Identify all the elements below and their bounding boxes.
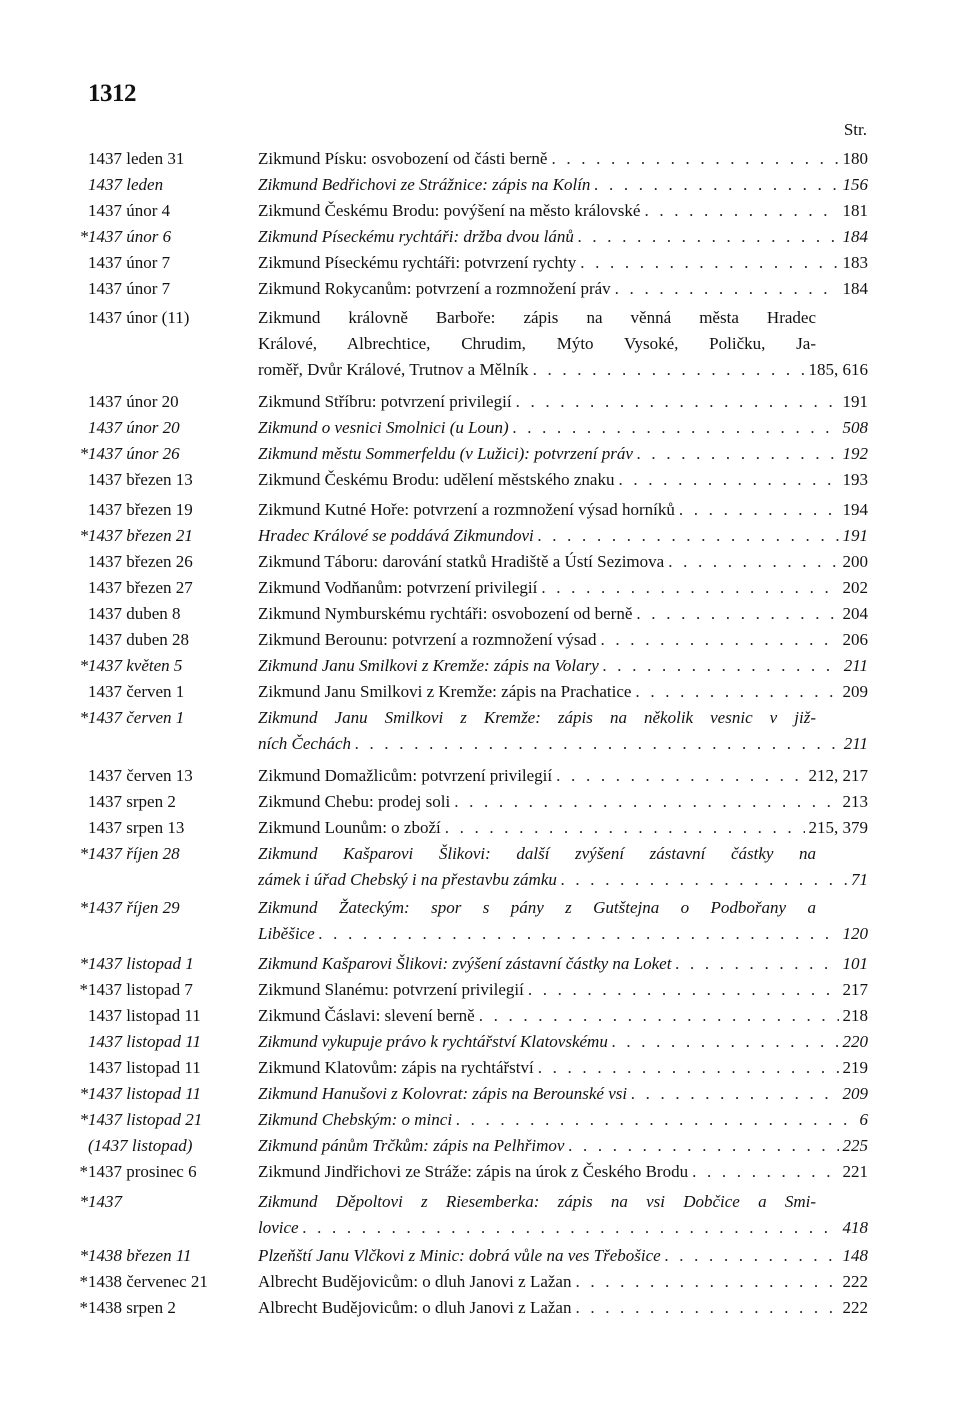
entry-text-line (258, 575, 868, 601)
entry-page-ref: 185, 616 (808, 360, 868, 379)
dot-leader (551, 146, 838, 172)
dot-leader (665, 1243, 839, 1269)
entry-date-text: 1437 únor 20 (88, 392, 179, 411)
entry-date-text: 1437 červen 1 (88, 682, 185, 701)
entry-text: lovice (258, 1218, 299, 1237)
entry-text-line (258, 224, 868, 250)
entry-page-ref: 211 (843, 734, 868, 753)
entry-text-line (258, 1055, 868, 1081)
entry-text-line (258, 679, 868, 705)
dot-leader (644, 198, 838, 224)
entry-page-ref: 184 (842, 279, 868, 298)
entry-text: Zikmund vykupuje právo k rychtářství Klatovskému (258, 1032, 608, 1051)
entry-page-ref: 508 (842, 418, 868, 437)
dot-leader (594, 172, 838, 198)
entry-text: Plzeňští Janu Vlčkovi z Minic: dobrá vůle na ves Třebošice (258, 1246, 661, 1265)
entry-date-text: 1437 leden 31 (88, 149, 185, 168)
entry-text-line (258, 895, 868, 921)
entry-text: Zikmund Českému Brodu: udělení městského znaku (258, 470, 615, 489)
entry-page-ref: 209 (842, 682, 868, 701)
entry-date-text: 1437 srpen 13 (88, 818, 185, 837)
entry-date-text: 1437 únor (11) (88, 308, 190, 327)
entry-date-text: 1437 březen 13 (88, 470, 193, 489)
entry-text: Zikmund Berounu: potvrzení a rozmnožení výsad (258, 630, 597, 649)
entry-date-text: (1437 listopad) (88, 1136, 193, 1155)
entry-text: Zikmund Domažlicům: potvrzení privilegií (258, 766, 553, 785)
entry-date-text: 1437 červen 13 (88, 766, 193, 785)
dot-leader (528, 977, 839, 1003)
entry-text: Zikmund Českému Brodu: povýšení na město královské (258, 201, 641, 220)
entry-text-line (258, 763, 868, 789)
entry-date (79, 951, 258, 977)
dot-leader (533, 357, 805, 383)
entry-date-text: 1437 (88, 1192, 122, 1211)
entry-text: Zikmund Slanému: potvrzení privilegií (258, 980, 524, 999)
entry-date-text: 1437 duben 8 (88, 604, 181, 623)
dot-leader (631, 1081, 838, 1107)
entry-star-marker: * (79, 526, 88, 545)
entry-date-text: 1437 listopad 11 (88, 1006, 201, 1025)
dot-leader (637, 441, 839, 467)
entry-text-line (258, 549, 868, 575)
entry-page-ref: 120 (842, 924, 868, 943)
entry-text-line (258, 705, 868, 731)
entry-text-line (258, 601, 868, 627)
entry-text: Zikmund Bedřichovi ze Strážnice: zápis na Kolín (258, 175, 591, 194)
entry-date (79, 224, 258, 250)
entry-text-line (258, 523, 868, 549)
entry-date (88, 1133, 258, 1159)
entry-date (88, 172, 258, 198)
entry-text-line (258, 389, 868, 415)
entry-date (88, 679, 258, 705)
entry-date (79, 1081, 258, 1107)
entry-text-line (258, 1081, 868, 1107)
dot-leader (538, 1055, 839, 1081)
entry-date (79, 523, 258, 549)
entry-text: Zikmund o vesnici Smolnici (u Loun) (258, 418, 509, 437)
entry-text: Zikmund Písku: osvobození od části berně (258, 149, 548, 168)
entry-date (79, 1295, 258, 1321)
entry-page-ref: 225 (842, 1136, 868, 1155)
dot-leader (675, 951, 838, 977)
entry-text: Zikmund Jindřichovi ze Stráže: zápis na úrok z Českého Brodu (258, 1162, 689, 1181)
entry-star-marker: * (79, 444, 88, 463)
entry-star-marker: * (79, 1192, 88, 1211)
entry-date (88, 276, 258, 302)
entry-date-text: 1437 únor 7 (88, 253, 171, 272)
entry-date (88, 549, 258, 575)
entry-text-line (258, 951, 868, 977)
entry-text: Zikmund Nymburskému rychtáři: osvobození od berně (258, 604, 633, 623)
entry-date (79, 1107, 258, 1133)
entry-date-text: 1437 březen 19 (88, 500, 193, 519)
dot-leader (635, 679, 838, 705)
entry-star-marker: * (79, 1298, 88, 1317)
dot-leader (561, 867, 847, 893)
dot-leader (575, 1295, 838, 1321)
entry-text: Zikmund městu Sommerfeldu (v Lužici): potvrzení práv (258, 444, 633, 463)
entry-text-line (258, 1189, 868, 1215)
entry-text: ních Čechách (258, 734, 351, 753)
entry-text-line (258, 467, 868, 493)
entry-date-text: 1437 listopad 11 (88, 1032, 202, 1051)
dot-leader (303, 1215, 839, 1241)
entry-date (88, 305, 258, 331)
entry-text-line (258, 198, 868, 224)
entry-date-text: 1437 únor 4 (88, 201, 171, 220)
entry-date-text: 1437 listopad 7 (88, 980, 193, 999)
entry-text-line (258, 1243, 868, 1269)
entry-text-line (258, 1133, 868, 1159)
entry-text: Zikmund královně Barboře: zápis na věnná města Hradec (258, 308, 816, 327)
entry-date-text: 1437 srpen 2 (88, 792, 176, 811)
dot-leader (568, 1133, 838, 1159)
entry-text-line (258, 867, 868, 893)
dot-leader (618, 467, 838, 493)
entry-text-line (258, 731, 868, 757)
entry-star-marker: * (79, 708, 88, 727)
entry-text: Zikmund Janu Smilkovi z Kremže: zápis na Prachatice (258, 682, 632, 701)
dot-leader (578, 224, 839, 250)
dot-leader (319, 921, 839, 947)
entry-text: Zikmund Hanušovi z Kolovrat: zápis na Berounské vsi (258, 1084, 628, 1103)
entry-date (79, 705, 258, 731)
entry-text-line (258, 276, 868, 302)
entry-page-ref: 211 (843, 656, 868, 675)
entry-date-text: 1437 únor 6 (88, 227, 172, 246)
entry-page-ref: 209 (842, 1084, 868, 1103)
dot-leader (513, 415, 839, 441)
entry-page-ref: 184 (842, 227, 868, 246)
dot-leader (580, 250, 838, 276)
entry-date-text: 1437 březen 26 (88, 552, 193, 571)
entry-date-text: 1437 listopad 21 (88, 1110, 203, 1129)
entry-date-text: 1437 listopad 11 (88, 1058, 201, 1077)
entry-date (88, 250, 258, 276)
entry-date-text: 1437 prosinec 6 (88, 1162, 197, 1181)
entry-date (88, 1029, 258, 1055)
entry-text-line (258, 1107, 868, 1133)
dot-leader (601, 627, 839, 653)
entry-date (88, 467, 258, 493)
entry-text: Hradec Králové se poddává Zikmundovi (258, 526, 534, 545)
entry-text-line (258, 841, 868, 867)
entry-text: Zikmund Kutné Hoře: potvrzení a rozmnožení výsad horníků (258, 500, 675, 519)
entry-text: Zikmund pánům Trčkům: zápis na Pelhřimov (258, 1136, 565, 1155)
page-number: 1312 (88, 80, 136, 107)
entry-text: Zikmund Čáslavi: slevení berně (258, 1006, 475, 1025)
entry-date-text: 1438 srpen 2 (88, 1298, 176, 1317)
entry-page-ref: 212, 217 (808, 766, 868, 785)
entry-text: Zikmund Chebským: o minci (258, 1110, 453, 1129)
entry-page-ref: 193 (842, 470, 868, 489)
entry-page-ref: 221 (842, 1162, 868, 1181)
entry-page-ref: 6 (859, 1110, 868, 1129)
entry-star-marker: * (79, 1272, 88, 1291)
entry-text: Zikmund Děpoltovi z Riesemberka: zápis na vsi Dobčice a Smi- (258, 1192, 816, 1211)
entry-date-text: 1437 březen 21 (88, 526, 193, 545)
entry-text: Zikmund Táboru: darování statků Hradiště a Ústí Sezimova (258, 552, 665, 571)
dot-leader (516, 389, 839, 415)
dot-leader (575, 1269, 838, 1295)
entry-text: Zikmund Kašparovi Šlikovi: další zvýšení zástavní částky na (258, 844, 816, 863)
entry-text: Zikmund Klatovům: zápis na rychtářství (258, 1058, 534, 1077)
entry-star-marker: * (79, 227, 88, 246)
entry-text-line (258, 357, 868, 383)
dot-leader (355, 731, 840, 757)
entry-page-ref: 191 (842, 392, 868, 411)
entry-date (79, 1159, 258, 1185)
entry-page-ref: 215, 379 (808, 818, 868, 837)
entry-page-ref: 222 (842, 1272, 868, 1291)
entry-date (88, 146, 258, 172)
entry-date-text: 1437 únor 7 (88, 279, 171, 298)
entry-date (88, 1003, 258, 1029)
entry-text-line (258, 627, 868, 653)
entry-date-text: 1437 listopad 11 (88, 1084, 202, 1103)
entry-date-text: 1437 květen 5 (88, 656, 183, 675)
entry-text-line (258, 921, 868, 947)
entry-page-ref: 217 (842, 980, 868, 999)
entry-date (88, 815, 258, 841)
entry-text: Zikmund Lounům: o zboží (258, 818, 441, 837)
entry-date (88, 198, 258, 224)
entry-page-ref: 418 (842, 1218, 868, 1237)
entry-text: Liběšice (258, 924, 315, 943)
entry-date (79, 895, 258, 921)
entry-date (88, 497, 258, 523)
entry-page-ref: 206 (842, 630, 868, 649)
entry-page-ref: 202 (842, 578, 868, 597)
dot-leader (538, 523, 839, 549)
entry-text: Zikmund Žateckým: spor s pány z Gutštejna o Podbořany a (258, 898, 816, 917)
entry-star-marker: * (79, 1246, 88, 1265)
entry-text-line (258, 497, 868, 523)
entry-text-line (258, 415, 868, 441)
entry-text-line (258, 172, 868, 198)
dot-leader (556, 763, 804, 789)
entry-text: zámek i úřad Chebský i na přestavbu zámku (258, 870, 557, 889)
entry-page-ref: 71 (851, 870, 868, 889)
entry-page-ref: 101 (842, 954, 868, 973)
entry-date (88, 763, 258, 789)
entry-text-line (258, 789, 868, 815)
entry-date-text: 1437 listopad 1 (88, 954, 194, 973)
entry-text: Albrecht Budějovicům: o dluh Janovi z Lažan (258, 1298, 572, 1317)
entry-date (79, 1269, 258, 1295)
entry-date-text: 1437 leden (88, 175, 164, 194)
entry-date-text: 1437 říjen 29 (88, 898, 180, 917)
entry-date-text: 1437 únor 26 (88, 444, 180, 463)
dot-leader (679, 497, 839, 523)
entry-page-ref: 192 (842, 444, 868, 463)
entry-star-marker: * (79, 1162, 88, 1181)
entry-text-line (258, 250, 868, 276)
entry-page-ref: 156 (842, 175, 868, 194)
entry-date-text: 1437 únor 20 (88, 418, 180, 437)
entry-date (88, 601, 258, 627)
entry-date-text: 1437 říjen 28 (88, 844, 180, 863)
dot-leader (615, 276, 839, 302)
dot-leader (445, 815, 805, 841)
entry-star-marker: * (79, 1084, 88, 1103)
entry-text: roměř, Dvůr Králové, Trutnov a Mělník (258, 360, 529, 379)
dot-leader (456, 1107, 855, 1133)
entry-date-text: 1437 červen 1 (88, 708, 185, 727)
entry-date-text: 1437 březen 27 (88, 578, 193, 597)
entry-text: Zikmund Chebu: prodej soli (258, 792, 451, 811)
entry-text-line (258, 1269, 868, 1295)
entry-text: Zikmund Vodňanům: potvrzení privilegií (258, 578, 538, 597)
entry-date (88, 789, 258, 815)
entry-star-marker: * (79, 656, 88, 675)
entry-page-ref: 194 (842, 500, 868, 519)
entry-page-ref: 220 (842, 1032, 868, 1051)
dot-leader (636, 601, 838, 627)
entry-page-ref: 218 (842, 1006, 868, 1025)
entry-date-text: 1437 duben 28 (88, 630, 190, 649)
entry-star-marker: * (79, 844, 88, 863)
entry-text: Králové, Albrechtice, Chrudim, Mýto Vysoké, Poličku, Ja- (258, 334, 816, 353)
entry-text-line (258, 1159, 868, 1185)
entry-text-line (258, 1215, 868, 1241)
entry-text: Zikmund Kašparovi Šlikovi: zvýšení zástavní částky na Loket (258, 954, 672, 973)
entry-page-ref: 204 (842, 604, 868, 623)
entry-text: Zikmund Stříbru: potvrzení privilegií (258, 392, 512, 411)
entry-text: Zikmund Píseckému rychtáři: držba dvou lánů (258, 227, 574, 246)
entry-date (79, 653, 258, 679)
entry-page-ref: 213 (842, 792, 868, 811)
entry-text-line (258, 331, 868, 357)
entry-text-line (258, 1029, 868, 1055)
entry-text-line (258, 305, 868, 331)
entry-star-marker: * (79, 1110, 88, 1129)
entry-page-ref: 219 (842, 1058, 868, 1077)
entry-text: Albrecht Budějovicům: o dluh Janovi z Lažan (258, 1272, 572, 1291)
entry-star-marker: * (79, 954, 88, 973)
dot-leader (603, 653, 840, 679)
entry-text-line (258, 441, 868, 467)
entry-date (79, 1189, 258, 1215)
entry-date (88, 389, 258, 415)
column-header-page: Str. (843, 120, 867, 139)
entry-date (88, 575, 258, 601)
entry-date (88, 627, 258, 653)
dot-leader (454, 789, 838, 815)
entry-date (79, 841, 258, 867)
entry-text-line (258, 146, 868, 172)
entry-date-text: 1438 březen 11 (88, 1246, 192, 1265)
entry-star-marker: * (79, 980, 88, 999)
entry-text: Zikmund Píseckému rychtáři: potvrzení rychty (258, 253, 577, 272)
entry-text: Zikmund Janu Smilkovi z Kremže: zápis na Volary (258, 656, 599, 675)
entry-page-ref: 180 (842, 149, 868, 168)
entry-text-line (258, 815, 868, 841)
entry-text-line (258, 653, 868, 679)
entry-page-ref: 222 (842, 1298, 868, 1317)
entry-text-line (258, 1003, 868, 1029)
entry-text: Zikmund Janu Smilkovi z Kremže: zápis na několik vesnic v již- (258, 708, 816, 727)
dot-leader (541, 575, 838, 601)
entry-text-line (258, 1295, 868, 1321)
entry-page-ref: 191 (842, 526, 868, 545)
entry-page-ref: 181 (842, 201, 868, 220)
entry-text-line (258, 977, 868, 1003)
entry-date (79, 441, 258, 467)
entry-date (88, 415, 258, 441)
entry-page-ref: 183 (842, 253, 868, 272)
entry-page-ref: 200 (842, 552, 868, 571)
entry-date-text: 1438 červenec 21 (88, 1272, 208, 1291)
entry-date (88, 1055, 258, 1081)
entry-star-marker: * (79, 898, 88, 917)
entry-text: Zikmund Rokycanům: potvrzení a rozmnožení práv (258, 279, 611, 298)
dot-leader (479, 1003, 839, 1029)
dot-leader (668, 549, 838, 575)
entry-date (79, 977, 258, 1003)
entry-page-ref: 148 (842, 1246, 868, 1265)
entry-date (79, 1243, 258, 1269)
dot-leader (692, 1159, 838, 1185)
dot-leader (612, 1029, 839, 1055)
